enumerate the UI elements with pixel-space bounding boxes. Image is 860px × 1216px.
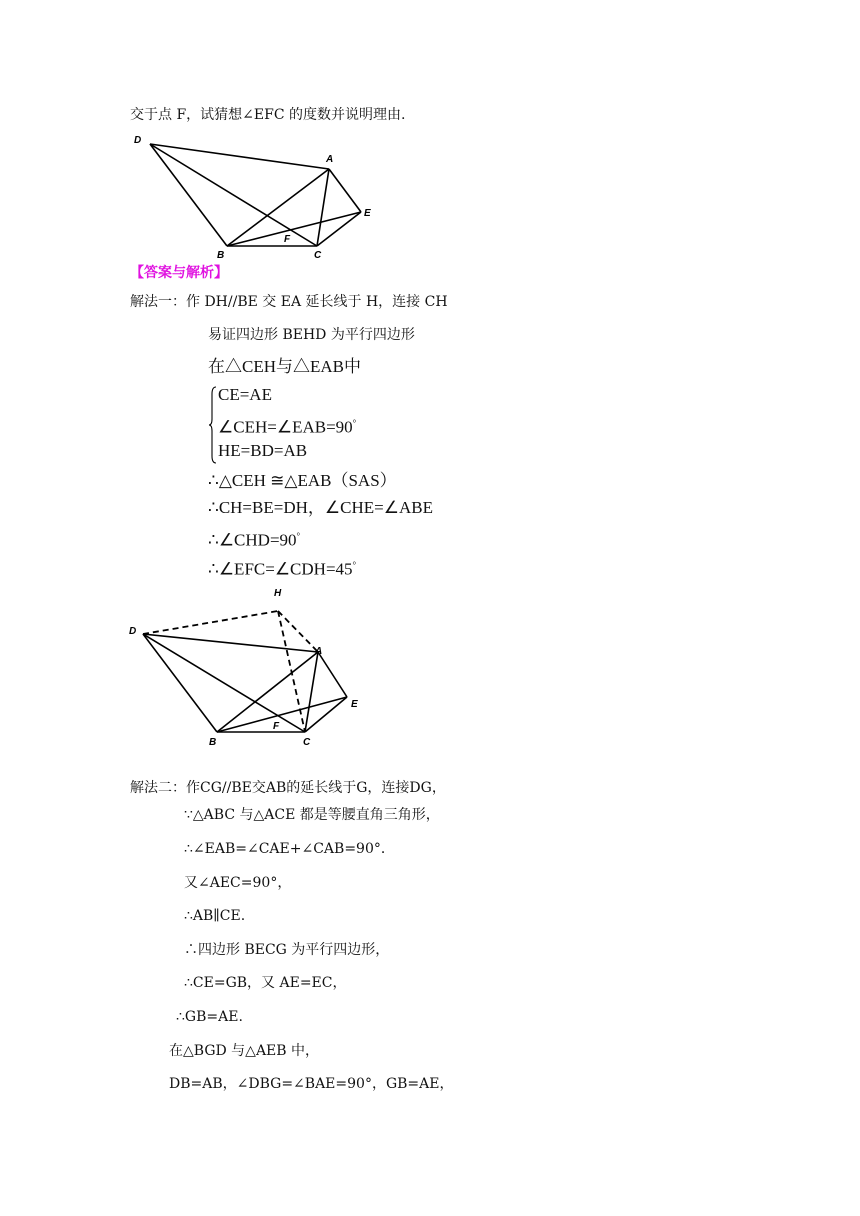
method1-parallelogram: 易证四边形 BEHD 为平行四边形 [208,327,415,343]
method2-step-8: 在△BGD 与△AEB 中， [169,1043,320,1059]
method2-intro: 解法二：作CG//BE交AB的延长线于G，连接DG， [130,780,446,796]
label-e: E [364,208,371,219]
segment-ac [317,169,329,246]
method2-step-5: ∴四边形 BECG 为平行四边形， [184,942,390,958]
segment-db [143,634,217,732]
method2-step-9: DB=AB，∠DBG=∠BAE=90°，GB=AE， [169,1076,454,1092]
segment-da [150,144,329,169]
conclusion-text: ∴∠EFC=∠CDH=45 [208,559,353,579]
method1-equalities: ∴CH=BE=DH，∠CHE=∠ABE [208,498,433,517]
label-c: C [303,737,311,748]
label-e: E [351,699,358,710]
label-d: D [129,626,137,637]
method1-conclusion [208,555,356,580]
segment-db [150,144,227,246]
method2-step-2: ∴∠EAB=∠CAE+∠CAB=90°． [184,841,395,857]
label-c: C [314,250,322,261]
condition-1: CE=AE [218,385,272,404]
degree-sign: ° [352,560,357,570]
label-h: H [274,588,282,599]
problem-text: 交于点 F，试猜想∠EFC 的度数并说明理由. [130,107,406,123]
method1-right-angle [208,526,300,551]
degree-sign: ° [296,531,301,541]
segment-dc [150,144,317,246]
figure-1 [128,130,378,262]
label-f: F [284,234,291,245]
equation-brace [209,386,217,464]
method2-step-7: ∴GB=AE. [176,1009,243,1025]
label-d: D [134,135,142,146]
segment-be [217,697,347,732]
segment-ae [318,652,347,697]
right-angle-text: ∴∠CHD=90 [208,530,297,550]
answer-heading: 【答案与解析】 [130,265,228,281]
method2-step-3: 又∠AEC=90°， [184,875,292,891]
segment-be [227,212,361,246]
method2-step-4: ∴AB∥CE. [184,908,246,924]
segment-ab [227,169,329,246]
figure-2 [125,582,365,752]
segment-ac [305,652,318,732]
condition-2-text: ∠CEH=∠EAB=90 [218,417,353,437]
method2-step-6: ∴CE=GB，又 AE=EC， [184,975,347,991]
condition-2 [218,413,356,438]
label-a: A [315,646,323,657]
dashed-dh [143,611,278,634]
label-b: B [209,737,217,748]
degree-sign: ° [352,418,357,428]
dashed-ha [278,611,318,652]
label-b: B [217,250,225,261]
label-f: F [273,721,280,732]
label-a: A [326,154,334,165]
method1-congruence: ∴△CEH ≅△EAB（SAS） [208,471,397,490]
method1-triangles: 在△CEH与△EAB中 [208,357,361,376]
condition-3: HE=BD=AB [218,441,308,460]
segment-ae [329,169,361,212]
method1-intro: 解法一：作 DH//BE 交 EA 延长线于 H，连接 CH [130,294,448,310]
method2-step-1: ∵△ABC 与△ACE 都是等腰直角三角形， [184,807,440,823]
